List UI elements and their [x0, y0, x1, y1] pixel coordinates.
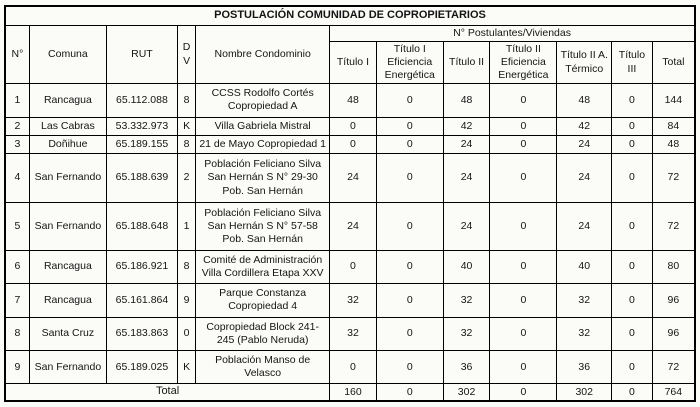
value-cell: 0 — [490, 250, 557, 283]
dv-cell: 2 — [177, 154, 195, 202]
nombre-condominio-cell: Población Feliciano Silva San Hernán S N° 57-58 Pob. San Hernán — [196, 202, 330, 250]
value-cell: 32 — [443, 317, 490, 350]
table-row — [5, 284, 695, 317]
value-cell: 0 — [376, 117, 443, 135]
rut-cell: 65.189.155 — [106, 135, 177, 153]
row-number-cell: 8 — [5, 317, 29, 350]
value-cell: 0 — [330, 117, 377, 135]
total-titulo-3: 0 — [612, 384, 653, 401]
rut-cell: 65.188.648 — [106, 202, 177, 250]
value-cell: 32 — [330, 317, 377, 350]
value-cell: 48 — [557, 84, 612, 117]
group-header-postulantes: N° Postulantes/Viviendas — [330, 25, 695, 41]
table-row — [5, 317, 695, 350]
value-cell: 0 — [612, 135, 653, 153]
value-cell: 0 — [490, 284, 557, 317]
col-header-comuna: Comuna — [29, 25, 106, 84]
row-number-cell: 4 — [5, 154, 29, 202]
value-cell: 0 — [612, 284, 653, 317]
comuna-cell: San Fernando — [29, 154, 106, 202]
comuna-cell: Las Cabras — [29, 117, 106, 135]
value-cell: 24 — [557, 202, 612, 250]
row-number-cell: 7 — [5, 284, 29, 317]
value-cell: 0 — [330, 135, 377, 153]
rut-cell: 65.186.921 — [106, 250, 177, 283]
row-number-cell: 1 — [5, 84, 29, 117]
total-titulo-2-eficiencia: 0 — [490, 384, 557, 401]
rut-cell: 65.183.863 — [106, 317, 177, 350]
comuna-cell: Rancagua — [29, 284, 106, 317]
table-body — [5, 84, 695, 384]
value-cell: 48 — [652, 135, 695, 153]
value-cell: 0 — [490, 350, 557, 383]
table-row — [5, 135, 695, 153]
value-cell: 24 — [443, 135, 490, 153]
value-cell: 0 — [376, 154, 443, 202]
dv-cell: K — [177, 350, 195, 383]
dv-cell: 8 — [177, 250, 195, 283]
table-row — [5, 250, 695, 283]
rut-cell: 65.112.088 — [106, 84, 177, 117]
total-titulo-1-eficiencia: 0 — [376, 384, 443, 401]
value-cell: 72 — [652, 154, 695, 202]
dv-cell: 1 — [177, 202, 195, 250]
value-cell: 32 — [330, 284, 377, 317]
total-label: Total — [5, 384, 330, 401]
value-cell: 0 — [376, 202, 443, 250]
row-number-cell: 9 — [5, 350, 29, 383]
col-header-dv: D V — [177, 25, 195, 84]
total-row — [5, 384, 695, 401]
value-cell: 36 — [443, 350, 490, 383]
value-cell: 24 — [330, 154, 377, 202]
title-row — [5, 6, 695, 25]
value-cell: 0 — [376, 284, 443, 317]
col-header-titulo-2-eficiencia: Título II Eficiencia Energética — [490, 41, 557, 83]
rut-cell: 53.332.973 — [106, 117, 177, 135]
value-cell: 96 — [652, 284, 695, 317]
value-cell: 144 — [652, 84, 695, 117]
value-cell: 84 — [652, 117, 695, 135]
total-titulo-2: 302 — [443, 384, 490, 401]
value-cell: 42 — [557, 117, 612, 135]
col-header-numero: N° — [5, 25, 29, 84]
col-header-titulo-1-eficiencia: Título I Eficiencia Energética — [376, 41, 443, 83]
value-cell: 0 — [490, 117, 557, 135]
value-cell: 0 — [612, 154, 653, 202]
value-cell: 24 — [557, 154, 612, 202]
comuna-cell: San Fernando — [29, 202, 106, 250]
nombre-condominio-cell: Parque Constanza Copropiedad 4 — [196, 284, 330, 317]
value-cell: 72 — [652, 350, 695, 383]
value-cell: 0 — [376, 350, 443, 383]
col-header-rut: RUT — [106, 25, 177, 84]
dv-cell: 0 — [177, 317, 195, 350]
value-cell: 0 — [612, 117, 653, 135]
value-cell: 72 — [652, 202, 695, 250]
comuna-cell: Santa Cruz — [29, 317, 106, 350]
rut-cell: 65.188.639 — [106, 154, 177, 202]
copropietarios-table — [4, 5, 696, 402]
nombre-condominio-cell: CCSS Rodolfo Cortés Copropiedad A — [196, 84, 330, 117]
value-cell: 0 — [490, 202, 557, 250]
table-footer — [5, 384, 695, 401]
total-titulo-1: 160 — [330, 384, 377, 401]
nombre-condominio-cell: Copropiedad Block 241-245 (Pablo Neruda) — [196, 317, 330, 350]
row-number-cell: 5 — [5, 202, 29, 250]
value-cell: 0 — [490, 84, 557, 117]
nombre-condominio-cell: 21 de Mayo Copropiedad 1 — [196, 135, 330, 153]
col-header-nombre: Nombre Condominio — [196, 25, 330, 84]
dv-cell: 8 — [177, 84, 195, 117]
table-row — [5, 202, 695, 250]
table-row — [5, 350, 695, 383]
value-cell: 80 — [652, 250, 695, 283]
col-header-titulo-1: Título I — [330, 41, 377, 83]
value-cell: 0 — [490, 317, 557, 350]
value-cell: 48 — [330, 84, 377, 117]
table-header — [5, 6, 695, 84]
value-cell: 24 — [443, 154, 490, 202]
value-cell: 0 — [612, 84, 653, 117]
nombre-condominio-cell: Población Feliciano Silva San Hernán S N° 29-30 Pob. San Hernán — [196, 154, 330, 202]
total-general: 764 — [652, 384, 695, 401]
value-cell: 42 — [443, 117, 490, 135]
value-cell: 96 — [652, 317, 695, 350]
value-cell: 0 — [612, 250, 653, 283]
value-cell: 0 — [376, 317, 443, 350]
dv-cell: 8 — [177, 135, 195, 153]
comuna-cell: San Fernando — [29, 350, 106, 383]
value-cell: 32 — [443, 284, 490, 317]
value-cell: 0 — [376, 250, 443, 283]
col-header-titulo-2: Título II — [443, 41, 490, 83]
value-cell: 0 — [330, 250, 377, 283]
col-header-titulo-3: Título III — [612, 41, 653, 83]
value-cell: 0 — [376, 135, 443, 153]
dv-cell: 9 — [177, 284, 195, 317]
value-cell: 24 — [330, 202, 377, 250]
value-cell: 0 — [612, 317, 653, 350]
dv-cell: K — [177, 117, 195, 135]
value-cell: 24 — [557, 135, 612, 153]
value-cell: 48 — [443, 84, 490, 117]
total-titulo-2-a-termico: 302 — [557, 384, 612, 401]
nombre-condominio-cell: Villa Gabriela Mistral — [196, 117, 330, 135]
value-cell: 32 — [557, 317, 612, 350]
value-cell: 0 — [330, 350, 377, 383]
rut-cell: 65.161.864 — [106, 284, 177, 317]
table-title: POSTULACIÓN COMUNIDAD DE COPROPIETARIOS — [5, 6, 695, 25]
table-row — [5, 84, 695, 117]
value-cell: 24 — [443, 202, 490, 250]
comuna-cell: Rancagua — [29, 250, 106, 283]
row-number-cell: 2 — [5, 117, 29, 135]
value-cell: 32 — [557, 284, 612, 317]
comuna-cell: Doñihue — [29, 135, 106, 153]
nombre-condominio-cell: Comité de Administración Villa Cordillera Etapa XXV — [196, 250, 330, 283]
value-cell: 40 — [443, 250, 490, 283]
header-group-row — [5, 25, 695, 41]
rut-cell: 65.189.025 — [106, 350, 177, 383]
value-cell: 0 — [490, 154, 557, 202]
nombre-condominio-cell: Población Manso de Velasco — [196, 350, 330, 383]
value-cell: 0 — [376, 84, 443, 117]
comuna-cell: Rancagua — [29, 84, 106, 117]
col-header-titulo-2-a-termico: Título II A. Térmico — [557, 41, 612, 83]
table-row — [5, 154, 695, 202]
value-cell: 0 — [612, 202, 653, 250]
value-cell: 0 — [612, 350, 653, 383]
value-cell: 0 — [490, 135, 557, 153]
row-number-cell: 6 — [5, 250, 29, 283]
col-header-total: Total — [652, 41, 695, 83]
value-cell: 36 — [557, 350, 612, 383]
value-cell: 40 — [557, 250, 612, 283]
table-row — [5, 117, 695, 135]
row-number-cell: 3 — [5, 135, 29, 153]
